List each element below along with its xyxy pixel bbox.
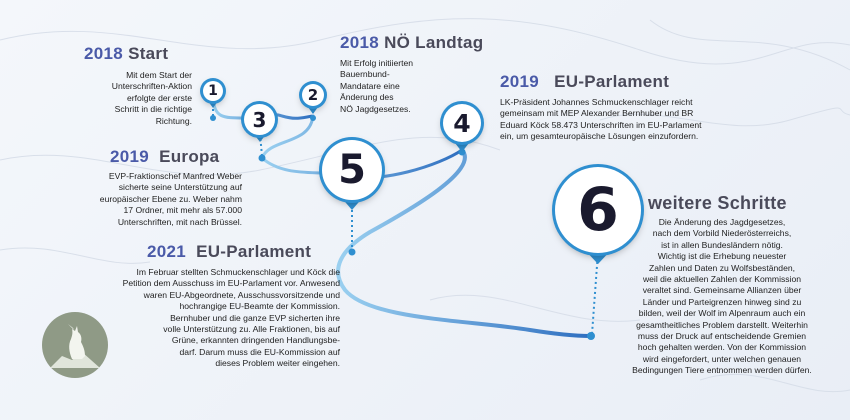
section-2021-eu-parlament xyxy=(147,242,311,262)
step-number-3: 3 xyxy=(252,107,267,132)
text-line: erfolgte der erste xyxy=(127,92,192,103)
text-line: Im Februar stellten Schmuckenschlager und Köck die xyxy=(136,267,340,277)
section-year: 2018 xyxy=(84,44,124,63)
text-line: ist in allen Bundesländern nötig. xyxy=(661,239,783,250)
text-line: Grüne, erkannten dringenden Handlungsbe- xyxy=(171,335,340,346)
text-line: ein, um gesamteuropäische Lösungen einzufordern. xyxy=(500,131,699,142)
step-number-4: 4 xyxy=(453,108,471,138)
section-text-eu2019 xyxy=(500,97,750,143)
text-line: Unterschriften-Aktion xyxy=(111,81,192,92)
text-line: nach dem Vorbild Niederösterreichs, xyxy=(652,228,792,239)
wolf-icon xyxy=(42,312,108,378)
section-text-weitere xyxy=(610,217,834,377)
section-text-landtag xyxy=(340,58,450,115)
section-year: 2019 xyxy=(110,147,150,166)
text-line: Eduard Köck 58.473 Unterschriften im EU-Parlament xyxy=(500,119,702,130)
text-line: dieses Problem weiter eingehen. xyxy=(215,358,340,369)
section-2019-europa xyxy=(110,147,219,167)
section-text-europa xyxy=(84,171,242,228)
text-line: Änderung des xyxy=(340,92,394,103)
text-line: muss der Druck auf entscheidende Gremien xyxy=(637,331,807,342)
section-2019-eu-parlament xyxy=(500,72,669,92)
text-line: hochrangige EU-Beamte der Kommission. xyxy=(179,301,340,312)
text-line: bilden, weil der Wolf im Alpenraum auch ein xyxy=(638,308,806,319)
text-line: europäischer Ebene zu. Weber nahm xyxy=(99,193,242,204)
text-line: NÖ Jagdgesetzes. xyxy=(340,103,411,114)
section-weitere-schritte xyxy=(648,193,787,214)
text-line: Wichtig ist die Erhebung neuester xyxy=(657,251,787,262)
text-line: gemeinsam mit MEP Alexander Bernhuber und BR xyxy=(500,108,694,119)
section-text-eu2021 xyxy=(88,267,340,370)
section-title xyxy=(147,242,311,262)
text-line: Mandatare eine xyxy=(340,80,400,91)
text-line: gesamtheitliches Problem darstellt. Weiterhin xyxy=(636,319,808,330)
text-line: Bauernbund- xyxy=(340,69,390,80)
section-year: 2018 xyxy=(340,33,380,52)
step-number-2: 2 xyxy=(307,86,319,104)
step-marker-2 xyxy=(302,84,324,106)
text-line: Schritt in die richtige xyxy=(114,104,192,115)
section-2018-start xyxy=(84,44,168,64)
section-heading: NÖ Landtag xyxy=(384,33,484,52)
section-title xyxy=(110,147,219,167)
text-line: Petition dem Ausschuss im EU-Parlament vor. Anwesend xyxy=(122,278,340,289)
text-line: wird eingefordert, unter welchen genauen xyxy=(642,353,802,364)
step-marker-3 xyxy=(244,104,275,135)
text-line: darf. Darum muss die EU-Kommission auf xyxy=(179,346,340,357)
text-line: sicherte seine Unterstützung auf xyxy=(118,182,242,193)
step-marker-5 xyxy=(322,140,382,200)
section-title xyxy=(500,72,669,92)
text-line: Mit dem Start der xyxy=(126,70,192,80)
section-heading: Start xyxy=(128,44,169,63)
text-line: weil die aktuellen Zahlen der Kommission xyxy=(642,274,802,285)
section-2018-landtag xyxy=(340,33,483,53)
step-number-1: 1 xyxy=(208,83,218,99)
text-line: LK-Präsident Johannes Schmuckenschlager reicht xyxy=(500,97,693,107)
text-line: waren EU-Abgeordnete, Ausschussvorsitzende und xyxy=(143,289,340,300)
section-year: 2019 xyxy=(500,72,540,91)
text-line: hoch gehalten werden. Von der Kommission xyxy=(637,342,807,353)
section-heading: weitere Schritte xyxy=(648,193,787,213)
text-line: Bedingungen Tiere entnommen werden dürfen. xyxy=(632,365,812,376)
section-heading: EU-Parlament xyxy=(196,242,312,261)
text-line: 17 Ordner, mit mehr als 57.000 xyxy=(123,205,242,216)
text-line: volle Unterstützung zu. Alle Fraktionen, bis auf xyxy=(163,324,340,335)
step-number-6: 6 xyxy=(577,175,619,245)
text-line: Mit Erfolg initiierten xyxy=(340,58,414,68)
text-line: Unterschriften, mit nach Brüssel. xyxy=(117,216,242,227)
text-line: Die Änderung des Jagdgesetzes, xyxy=(658,217,786,227)
section-title xyxy=(84,44,168,64)
text-line: Länder und Parteigrenzen hinweg sind zu xyxy=(642,296,802,307)
step-marker-1 xyxy=(203,81,223,101)
text-line: veraltet sind. Gemeinsame Allianzen über xyxy=(642,285,802,296)
section-year: 2021 xyxy=(147,242,187,261)
text-line: Richtung. xyxy=(155,115,192,126)
text-line: Zahlen und Daten zu Wolfsbeständen, xyxy=(648,262,796,273)
wolf-badge xyxy=(42,312,108,378)
section-title xyxy=(340,33,483,53)
text-line: EVP-Fraktionschef Manfred Weber xyxy=(108,171,242,181)
section-heading: EU-Parlament xyxy=(554,72,670,91)
section-heading: Europa xyxy=(159,147,220,166)
text-line: Bernhuber und die ganze EVP sicherten ihre xyxy=(170,312,340,323)
section-title xyxy=(648,193,787,214)
step-number-5: 5 xyxy=(338,147,366,193)
section-text-start xyxy=(92,70,192,127)
